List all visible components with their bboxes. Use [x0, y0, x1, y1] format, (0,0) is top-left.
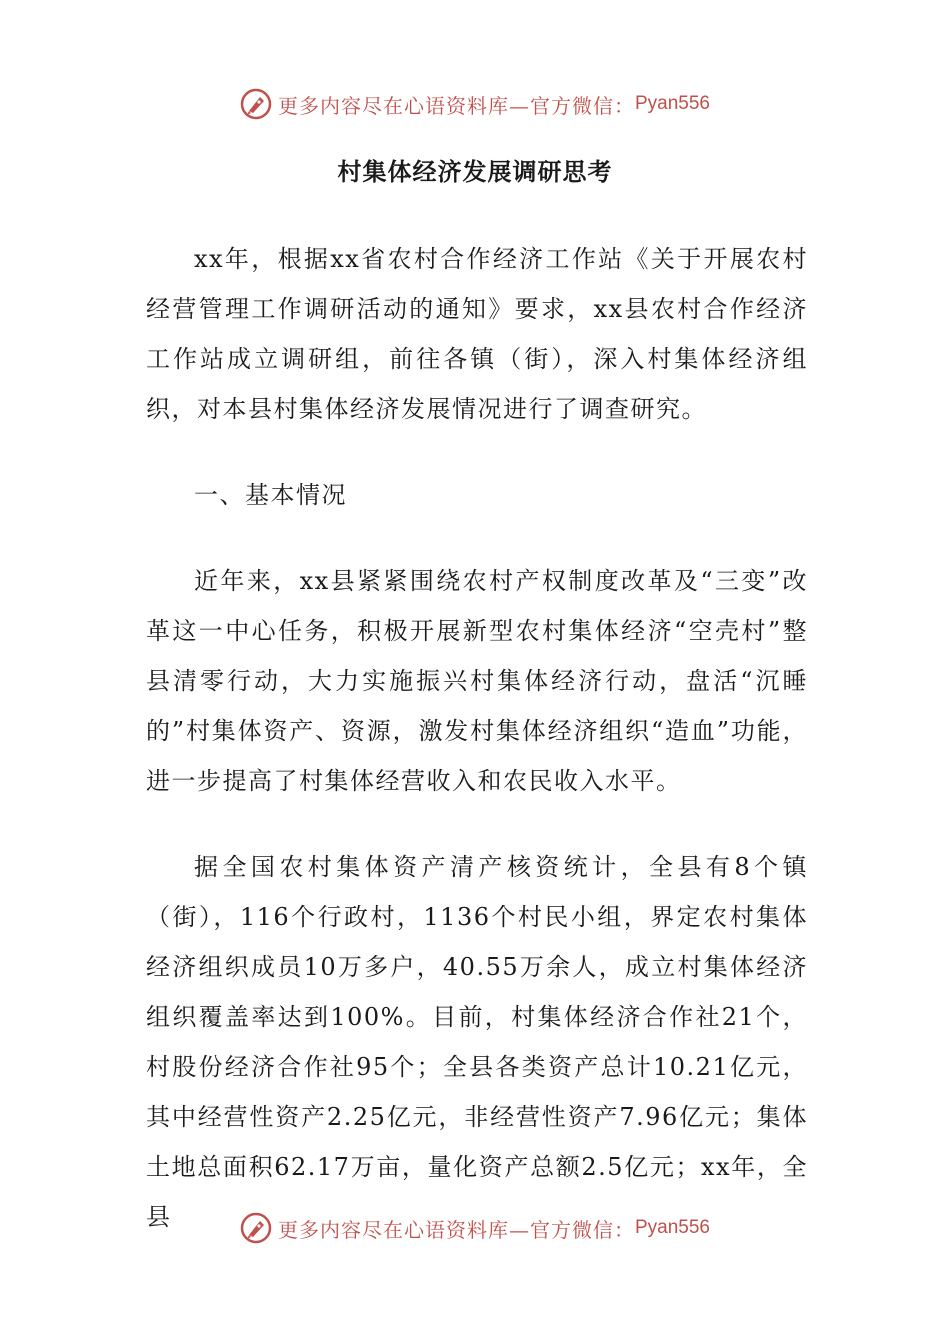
paragraph-statistics: 据全国农村集体资产清产核资统计，全县有8个镇（街），116个行政村，1136个村民小组，界定农村集体经济组织成员10万多户，40.55万余人，成立村集体经济组织覆盖率达到100%。目前，村集体经济合作社21个，村股份经济合作社95个；全县各类资产总计10.21亿元，其中经营性资产2.25亿元，非经营性资产7.96亿元；集体土地总面积62.17万亩，量化资产总额2.5亿元；xx年，全县 — [146, 853, 808, 1231]
section-heading-basic-situation: 一、基本情况 — [194, 481, 347, 509]
banner-wechat-id: Pyan556 — [634, 93, 710, 114]
paragraph-recent-years: 近年来，xx县紧紧围绕农村产权制度改革及“三变”改革这一中心任务，积极开展新型农村集体经济“空壳村”整县清零行动，大力实施振兴村集体经济行动，盘活“沉睡的”村集体资产、资源，激发村集体经济组织“造血”功能，进一步提高了村集体经营收入和农民收入水平。 — [146, 567, 808, 795]
banner-wechat-id: Pyan556 — [634, 1217, 710, 1238]
banner-text: 更多内容尽在心语资料库—官方微信： — [277, 1217, 635, 1242]
document-body — [146, 234, 808, 1242]
banner-text: 更多内容尽在心语资料库—官方微信： — [277, 93, 635, 118]
header-watermark-banner — [0, 84, 950, 124]
paragraph-intro: xx年，根据xx省农村合作经济工作站《关于开展农村经营管理工作调研活动的通知》要求，xx县农村合作经济工作站成立调研组，前往各镇（街），深入村集体经济组织，对本县村集体经济发展情况进行了调查研究。 — [146, 245, 808, 423]
footer-watermark-banner — [0, 1208, 950, 1248]
pen-nib-logo-icon — [240, 1212, 272, 1244]
document-title: 村集体经济发展调研思考 — [337, 157, 613, 186]
pen-nib-logo-icon — [240, 88, 272, 120]
